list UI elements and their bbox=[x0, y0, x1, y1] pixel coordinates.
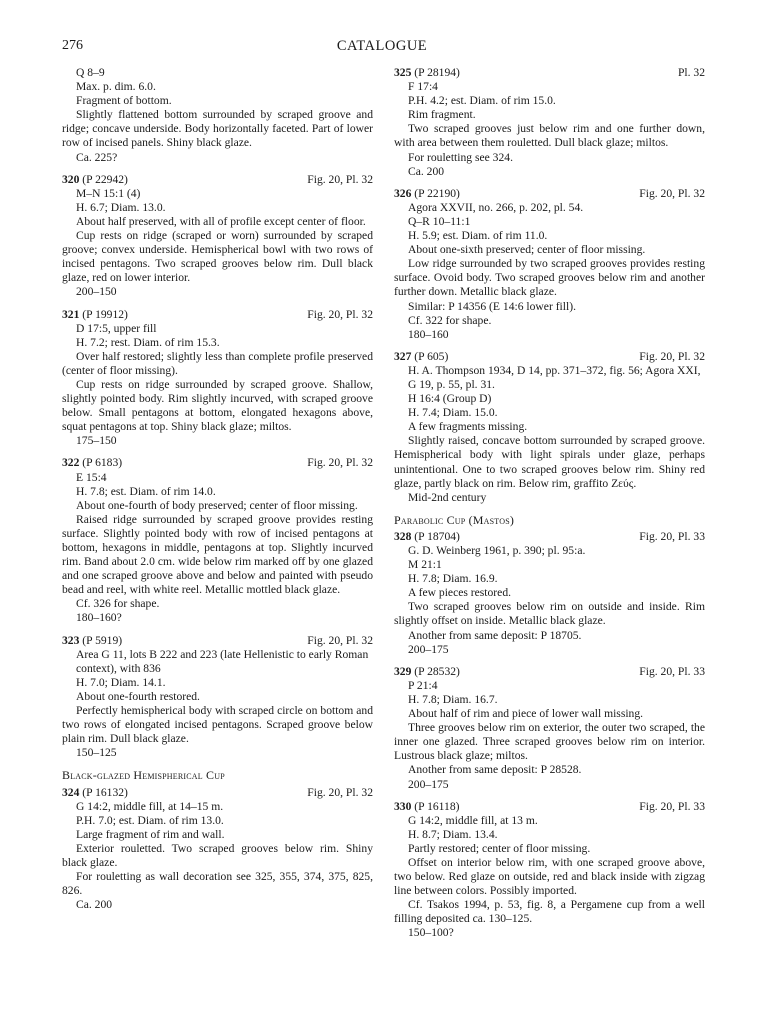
entry-description: Two scraped grooves just below rim and one further down, with area between them rouletted. Dull black glaze; miltos. bbox=[394, 122, 705, 150]
catalogue-entry bbox=[62, 456, 373, 625]
entry-id bbox=[394, 665, 460, 679]
entry-description: Low ridge surrounded by two scraped grooves provides resting surface. Ovoid body. Two scraped grooves below rim and another further down. Metallic black glaze. bbox=[394, 257, 705, 299]
catalogue-entry bbox=[394, 66, 705, 179]
catalogue-entry bbox=[62, 66, 373, 165]
inventory-number: (P 28532) bbox=[414, 664, 460, 678]
entry-date: 180–160? bbox=[76, 611, 122, 625]
entry-description: Cup rests on ridge surrounded by scraped groove. Shallow, slightly pointed body. Rim slightly incurved, with scraped groove below. Small pentagons at bottom, elongated hexagons above, squat pentagons at top. Shiny black glaze; miltos. bbox=[62, 377, 373, 434]
entry-info-line: H 16:4 (Group D) bbox=[408, 392, 492, 406]
entry-info-line: P 21:4 bbox=[408, 678, 438, 692]
entry-description: Raised ridge surrounded by scraped groove provides resting surface. Slightly pointed body with row of incised pentagons at bottom, hexagons in middle, pentagons at top. Slightly incurved rim. Band about 2.0 cm. wide below rim marked off by one glazed and one scraped groove above and below and painted with pseudo bead and reel, with white reel. Metallic mottled black glaze. bbox=[62, 512, 373, 597]
entry-description: Over half restored; slightly less than complete profile preserved (center of floor missing). bbox=[62, 349, 373, 377]
entry-info-line: F 17:4 bbox=[408, 80, 438, 94]
entry-heading bbox=[62, 786, 373, 800]
entry-info-line: M 21:1 bbox=[408, 558, 442, 572]
inventory-number: (P 6183) bbox=[82, 456, 123, 470]
entry-info-line: G 14:2, middle fill, at 14–15 m. bbox=[76, 799, 224, 813]
entry-info-line: H. 7.8; Diam. 16.7. bbox=[408, 692, 498, 706]
inventory-number: (P 16132) bbox=[82, 785, 128, 799]
entry-info-line: About half of rim and piece of lower wall missing. bbox=[408, 707, 644, 721]
figure-reference: Fig. 20, Pl. 33 bbox=[639, 799, 705, 813]
entry-heading bbox=[394, 665, 705, 679]
figure-reference: Fig. 20, Pl. 32 bbox=[307, 633, 373, 647]
entry-info-line: G 14:2, middle fill, at 13 m. bbox=[408, 813, 538, 827]
catalogue-entry bbox=[394, 800, 705, 941]
entry-id bbox=[62, 456, 122, 470]
entry-info-line: Large fragment of rim and wall. bbox=[76, 827, 225, 841]
page-number: 276 bbox=[62, 38, 83, 53]
entry-info-line: About half preserved, with all of profile except center of floor. bbox=[76, 214, 366, 228]
entry-info-line: A few pieces restored. bbox=[408, 586, 512, 600]
section-heading: Parabolic Cup (Mastos) bbox=[394, 512, 515, 527]
entry-heading bbox=[394, 350, 705, 364]
entry-info-line: H. 7.8; Diam. 16.9. bbox=[408, 572, 498, 586]
entry-description: Cf. 326 for shape. bbox=[76, 597, 160, 611]
entry-info-line: Q 8–9 bbox=[76, 66, 105, 79]
inventory-number: (P 16118) bbox=[414, 799, 460, 813]
entry-info-line: About one-sixth preserved; center of floor missing. bbox=[408, 243, 646, 257]
entry-description: Cup rests on ridge (scraped or worn) surrounded by scraped groove; convex underside. Hemispherical bowl with two rows of incised pentagons. Two scraped grooves below rim. Dull black glaze, red on lower interior. bbox=[62, 229, 373, 285]
entry-info-line: About one-fourth of body preserved; center of floor missing. bbox=[76, 498, 358, 512]
right-column bbox=[394, 66, 705, 949]
entry-description: Two scraped grooves below rim on outside and inside. Rim slightly offset on inside. Metallic black glaze. bbox=[394, 600, 705, 628]
figure-reference: Fig. 20, Pl. 32 bbox=[307, 307, 373, 321]
catalogue-entry bbox=[62, 173, 373, 300]
catalogue-entry bbox=[62, 634, 373, 761]
entry-number: 330 bbox=[394, 799, 412, 813]
entry-description: Another from same deposit: P 28528. bbox=[408, 763, 582, 777]
entry-description: For rouletting see 324. bbox=[408, 150, 513, 164]
figure-reference: Fig. 20, Pl. 32 bbox=[307, 785, 373, 799]
entry-heading bbox=[62, 308, 373, 322]
entry-date: 175–150 bbox=[76, 434, 117, 448]
entry-info-line: H. 7.8; est. Diam. of rim 14.0. bbox=[76, 484, 216, 498]
figure-reference: Pl. 32 bbox=[677, 66, 705, 79]
entry-date: 200–175 bbox=[408, 777, 449, 791]
entry-id bbox=[394, 350, 448, 364]
inventory-number: (P 22190) bbox=[414, 186, 460, 200]
entry-description: Offset on interior below rim, with one scraped groove above, two below. Red glaze on outside, red and black inside with zigzag line between colors. Possibly imported. bbox=[394, 855, 705, 898]
inventory-number: (P 22942) bbox=[82, 172, 128, 186]
entry-heading bbox=[62, 173, 373, 187]
entry-info-line: P.H. 7.0; est. Diam. of rim 13.0. bbox=[76, 813, 224, 827]
catalogue-entry bbox=[394, 187, 705, 342]
entry-info-line: Area G 11, lots B 222 and 223 (late Hellenistic to early Roman context), with 836 bbox=[76, 647, 369, 675]
entry-number: 324 bbox=[62, 785, 80, 799]
entry-number: 320 bbox=[62, 172, 80, 186]
entry-info-line: A few fragments missing. bbox=[408, 420, 528, 434]
entry-info-line: H. 8.7; Diam. 13.4. bbox=[408, 827, 498, 841]
entry-date: 150–100? bbox=[408, 926, 454, 940]
entry-info-line: D 17:5, upper fill bbox=[76, 321, 157, 335]
entry-id bbox=[62, 786, 128, 800]
entry-description: Another from same deposit: P 18705. bbox=[408, 628, 582, 642]
entry-number: 325 bbox=[394, 66, 412, 79]
entry-description: For rouletting as wall decoration see 325, 355, 374, 375, 825, 826. bbox=[62, 870, 373, 898]
catalogue-entry bbox=[62, 308, 373, 449]
entry-info-line: H. A. Thompson 1934, D 14, pp. 371–372, fig. 56; Agora XXI, G 19, p. 55, pl. 31. bbox=[408, 363, 701, 391]
figure-reference: Fig. 20, Pl. 32 bbox=[639, 349, 705, 363]
entry-number: 328 bbox=[394, 529, 412, 543]
entry-info-line: About one-fourth restored. bbox=[76, 689, 200, 703]
entry-id bbox=[394, 66, 460, 80]
page-header bbox=[62, 38, 702, 56]
entry-date: Ca. 200 bbox=[76, 898, 113, 912]
left-column bbox=[62, 66, 373, 920]
entry-id bbox=[394, 530, 460, 544]
section-heading: Black-glazed Hemispherical Cup bbox=[62, 768, 225, 783]
entry-heading bbox=[394, 66, 705, 80]
figure-reference: Fig. 20, Pl. 32 bbox=[639, 186, 705, 200]
entry-info-line: G. D. Weinberg 1961, p. 390; pl. 95:a. bbox=[408, 544, 586, 557]
entry-info-line: H. 5.9; est. Diam. of rim 11.0. bbox=[408, 229, 548, 243]
entry-info-line: H. 7.2; rest. Diam. of rim 15.3. bbox=[76, 335, 220, 349]
entry-id bbox=[394, 800, 460, 814]
entry-id bbox=[62, 308, 128, 322]
entry-description: Slightly flattened bottom surrounded by scraped groove and ridge; concave underside. Body horizontally faceted. Part of lower row of incised panels. Shiny black glaze. bbox=[62, 108, 373, 150]
catalogue-entry bbox=[394, 665, 705, 792]
entry-info-line: H. 7.4; Diam. 15.0. bbox=[408, 406, 498, 420]
entry-date: Ca. 225? bbox=[76, 150, 118, 164]
entry-heading bbox=[394, 800, 705, 814]
entry-info-line: Max. p. dim. 6.0. bbox=[76, 80, 156, 94]
entry-heading bbox=[62, 634, 373, 648]
entry-number: 323 bbox=[62, 633, 80, 647]
entry-number: 321 bbox=[62, 307, 80, 321]
entry-id bbox=[62, 634, 122, 648]
entry-date: 200–150 bbox=[76, 285, 117, 299]
entry-number: 327 bbox=[394, 349, 412, 363]
entry-description: Perfectly hemispherical body with scraped circle on bottom and two rows of elongated incised pentagons. Scraped groove below plain rim. Dull black glaze. bbox=[62, 704, 373, 746]
inventory-number: (P 605) bbox=[414, 349, 449, 363]
entry-description: Cf. Tsakos 1994, p. 53, fig. 8, a Pergamene cup from a well filling deposited ca. 130–125. bbox=[394, 898, 705, 926]
entry-id bbox=[394, 187, 460, 201]
entry-heading bbox=[394, 187, 705, 201]
entry-info-line: Partly restored; center of floor missing. bbox=[408, 841, 591, 855]
inventory-number: (P 19912) bbox=[82, 307, 128, 321]
entry-info-line: Q–R 10–11:1 bbox=[408, 214, 471, 228]
entry-id bbox=[62, 173, 128, 187]
entry-number: 326 bbox=[394, 186, 412, 200]
running-title: CATALOGUE bbox=[336, 38, 428, 54]
entry-info-line: M–N 15:1 (4) bbox=[76, 186, 141, 200]
inventory-number: (P 28194) bbox=[414, 66, 460, 79]
entry-number: 329 bbox=[394, 664, 412, 678]
entry-info-line: E 15:4 bbox=[76, 470, 107, 484]
entry-date: 150–125 bbox=[76, 746, 117, 760]
entry-heading bbox=[62, 456, 373, 470]
inventory-number: (P 18704) bbox=[414, 529, 460, 543]
entry-description: Similar: P 14356 (E 14:6 lower fill). bbox=[408, 299, 576, 313]
entry-date: Ca. 200 bbox=[408, 164, 445, 178]
entry-info-line: H. 7.0; Diam. 14.1. bbox=[76, 675, 166, 689]
entry-info-line: P.H. 4.2; est. Diam. of rim 15.0. bbox=[408, 94, 556, 108]
figure-reference: Fig. 20, Pl. 32 bbox=[307, 172, 373, 186]
entry-info-line: H. 6.7; Diam. 13.0. bbox=[76, 200, 166, 214]
entry-description: Exterior rouletted. Two scraped grooves below rim. Shiny black glaze. bbox=[62, 841, 373, 869]
entry-description: Slightly raised, concave bottom surrounded by scraped groove. Hemispherical body with light spirals under glaze, perhaps unintentional. One to two scraped grooves below rim. Shiny red glaze, partly black on rim. Below rim, graffito Ζεύς. bbox=[394, 434, 705, 490]
inventory-number: (P 5919) bbox=[82, 633, 123, 647]
entry-info-line: Fragment of bottom. bbox=[76, 94, 172, 108]
entry-heading bbox=[394, 530, 705, 544]
entry-description: Three grooves below rim on exterior, the outer two scraped, the inner one glazed. Three scraped grooves below rim on interior. Lustrous black glaze; miltos. bbox=[394, 721, 705, 763]
entry-number: 322 bbox=[62, 456, 80, 470]
catalogue-entry bbox=[394, 350, 705, 505]
entry-info-line: Agora XXVII, no. 266, p. 202, pl. 54. bbox=[408, 200, 584, 214]
catalogue-entry bbox=[62, 786, 373, 913]
entry-date: 200–175 bbox=[408, 642, 449, 656]
entry-date: Mid-2nd century bbox=[408, 490, 487, 504]
catalogue-entry bbox=[394, 530, 705, 657]
entry-info-line: Rim fragment. bbox=[408, 108, 476, 122]
entry-description: Cf. 322 for shape. bbox=[408, 313, 492, 327]
entry-date: 180–160 bbox=[408, 327, 449, 341]
figure-reference: Fig. 20, Pl. 33 bbox=[639, 664, 705, 678]
figure-reference: Fig. 20, Pl. 32 bbox=[307, 456, 373, 470]
figure-reference: Fig. 20, Pl. 33 bbox=[639, 529, 705, 543]
